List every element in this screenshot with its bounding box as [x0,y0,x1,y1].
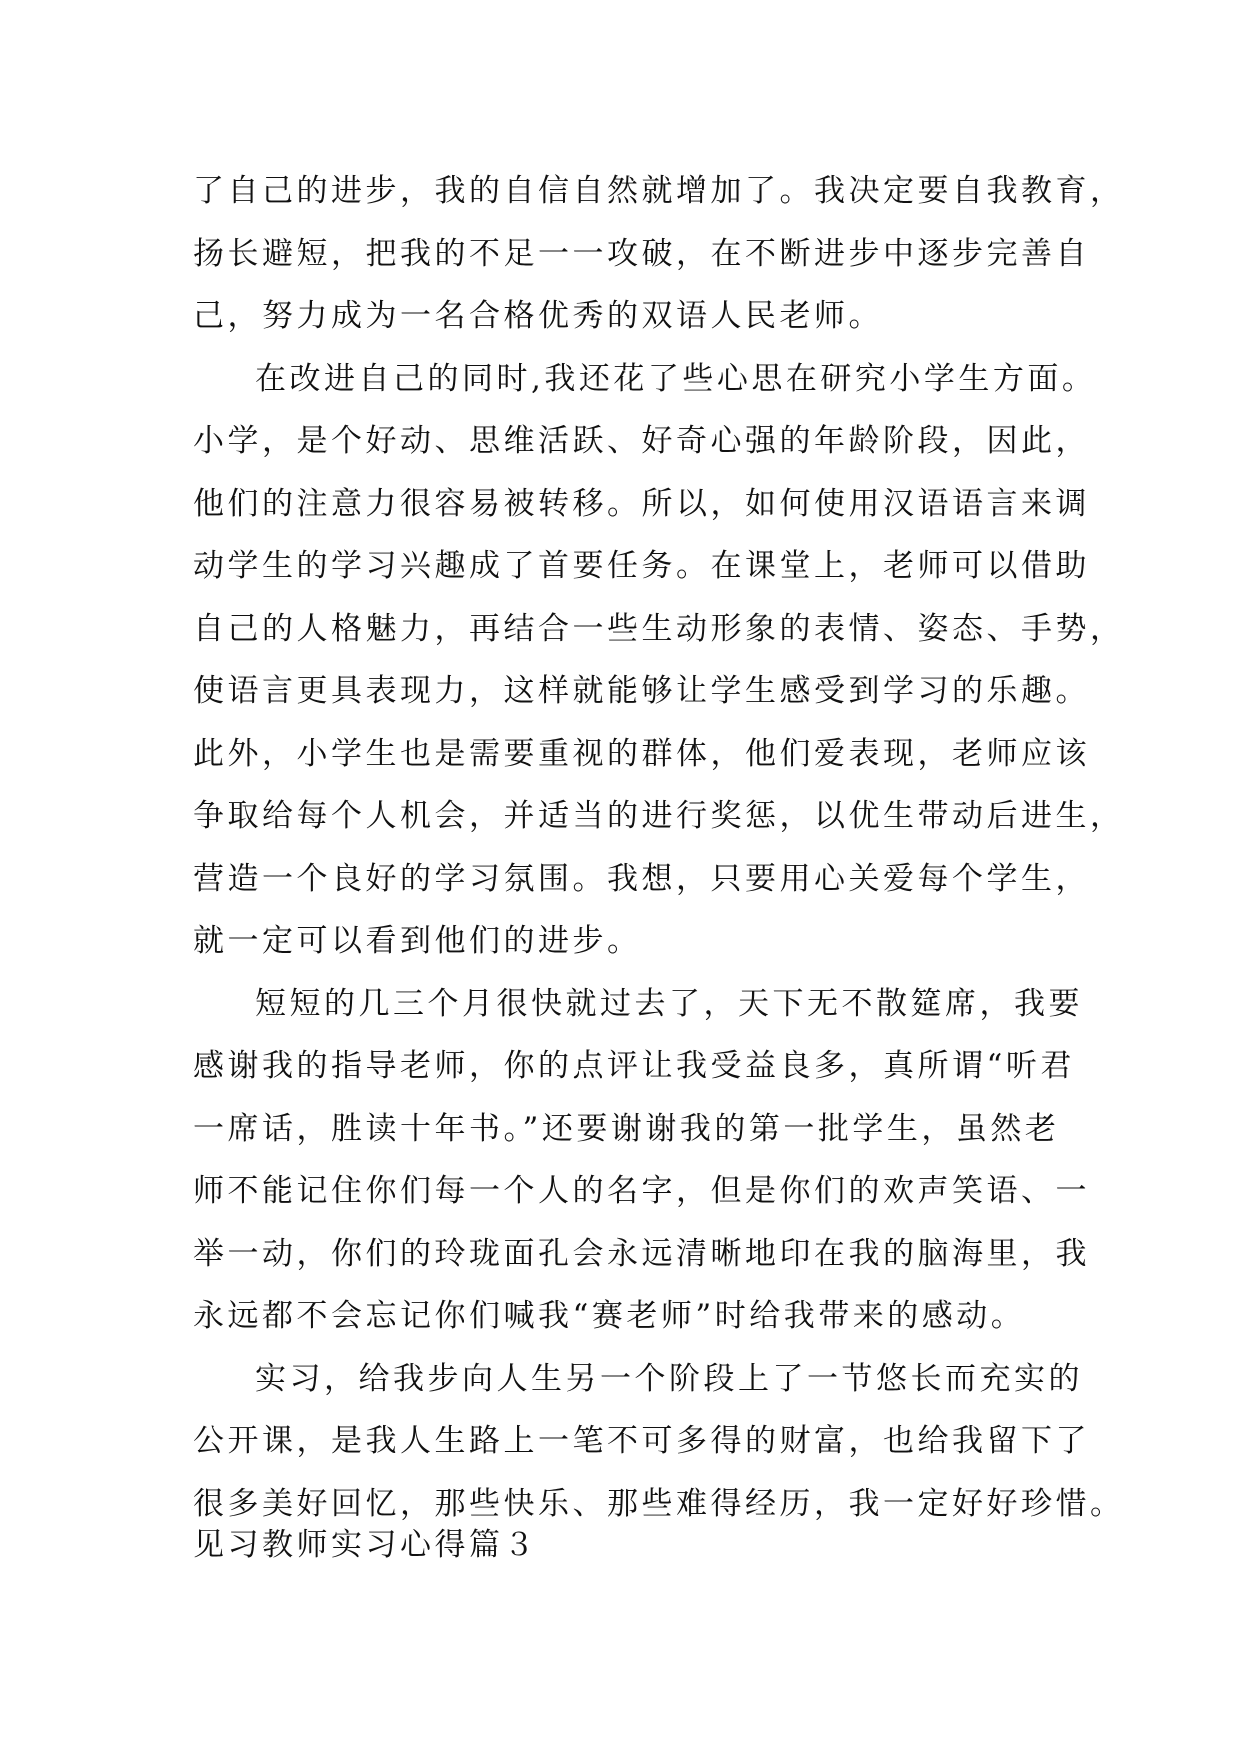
body-line: 就一定可以看到他们的进步。 [193,923,642,959]
body-line: 很多美好回忆，那些快乐、那些难得经历，我一定好好珍惜。 [193,1485,1125,1522]
body-line: 扬长避短，把我的不足一一攻破，在不断进步中逐步完善自 [193,235,1090,272]
section-heading-block [193,1515,1073,1575]
body-line: 动学生的学习兴趣成了首要任务。在课堂上，老师可以借助 [193,548,1090,584]
body-line: 举一动，你们的玲珑面孔会永远清晰地印在我的脑海里，我 [193,1235,1090,1272]
body-line: 小学，是个好动、思维活跃、好奇心强的年龄阶段，因此， [193,423,1090,459]
body-line: 使语言更具表现力，这样就能够让学生感受到学习的乐趣。 [193,673,1090,709]
body-line: 争取给每个人机会，并适当的进行奖惩，以优生带动后进生， [193,798,1125,834]
body-line: 己，努力成为一名合格优秀的双语人民老师。 [193,298,883,334]
body-line: 公开课，是我人生路上一笔不可多得的财富，也给我留下了 [193,1423,1090,1459]
body-line: 师不能记住你们每一个人的名字，但是你们的欢声笑语、一 [193,1173,1090,1209]
body-line: 此外，小学生也是需要重视的群体，他们爱表现，老师应该 [193,735,1090,772]
body-line: 了自己的进步，我的自信自然就增加了。我决定要自我教育， [193,173,1125,209]
document-body [193,160,1125,1535]
section-heading: 见习教师实习心得篇３ [193,1527,538,1563]
body-line: 他们的注意力很容易被转移。所以，如何使用汉语语言来调 [193,485,1090,522]
body-line: 自己的人格魅力，再结合一些生动形象的表情、姿态、手势， [193,610,1125,647]
paragraph-first-line: 短短的几三个月很快就过去了，天下无不散筵席，我要 [255,985,1083,1022]
paragraph-first-line: 实习，给我步向人生另一个阶段上了一节悠长而充实的 [255,1360,1083,1397]
body-line: 感谢我的指导老师，你的点评让我受益良多，真所谓“听君 [193,1048,1075,1084]
paragraph-first-line: 在改进自己的同时,我还花了些心思在研究小学生方面。 [255,360,1097,397]
body-line: 营造一个良好的学习氛围。我想，只要用心关爱每个学生， [193,860,1090,897]
body-line: 永远都不会忘记你们喊我“赛老师”时给我带来的感动。 [193,1298,1026,1334]
body-line: 一席话，胜读十年书。”还要谢谢我的第一批学生，虽然老 [193,1110,1060,1147]
